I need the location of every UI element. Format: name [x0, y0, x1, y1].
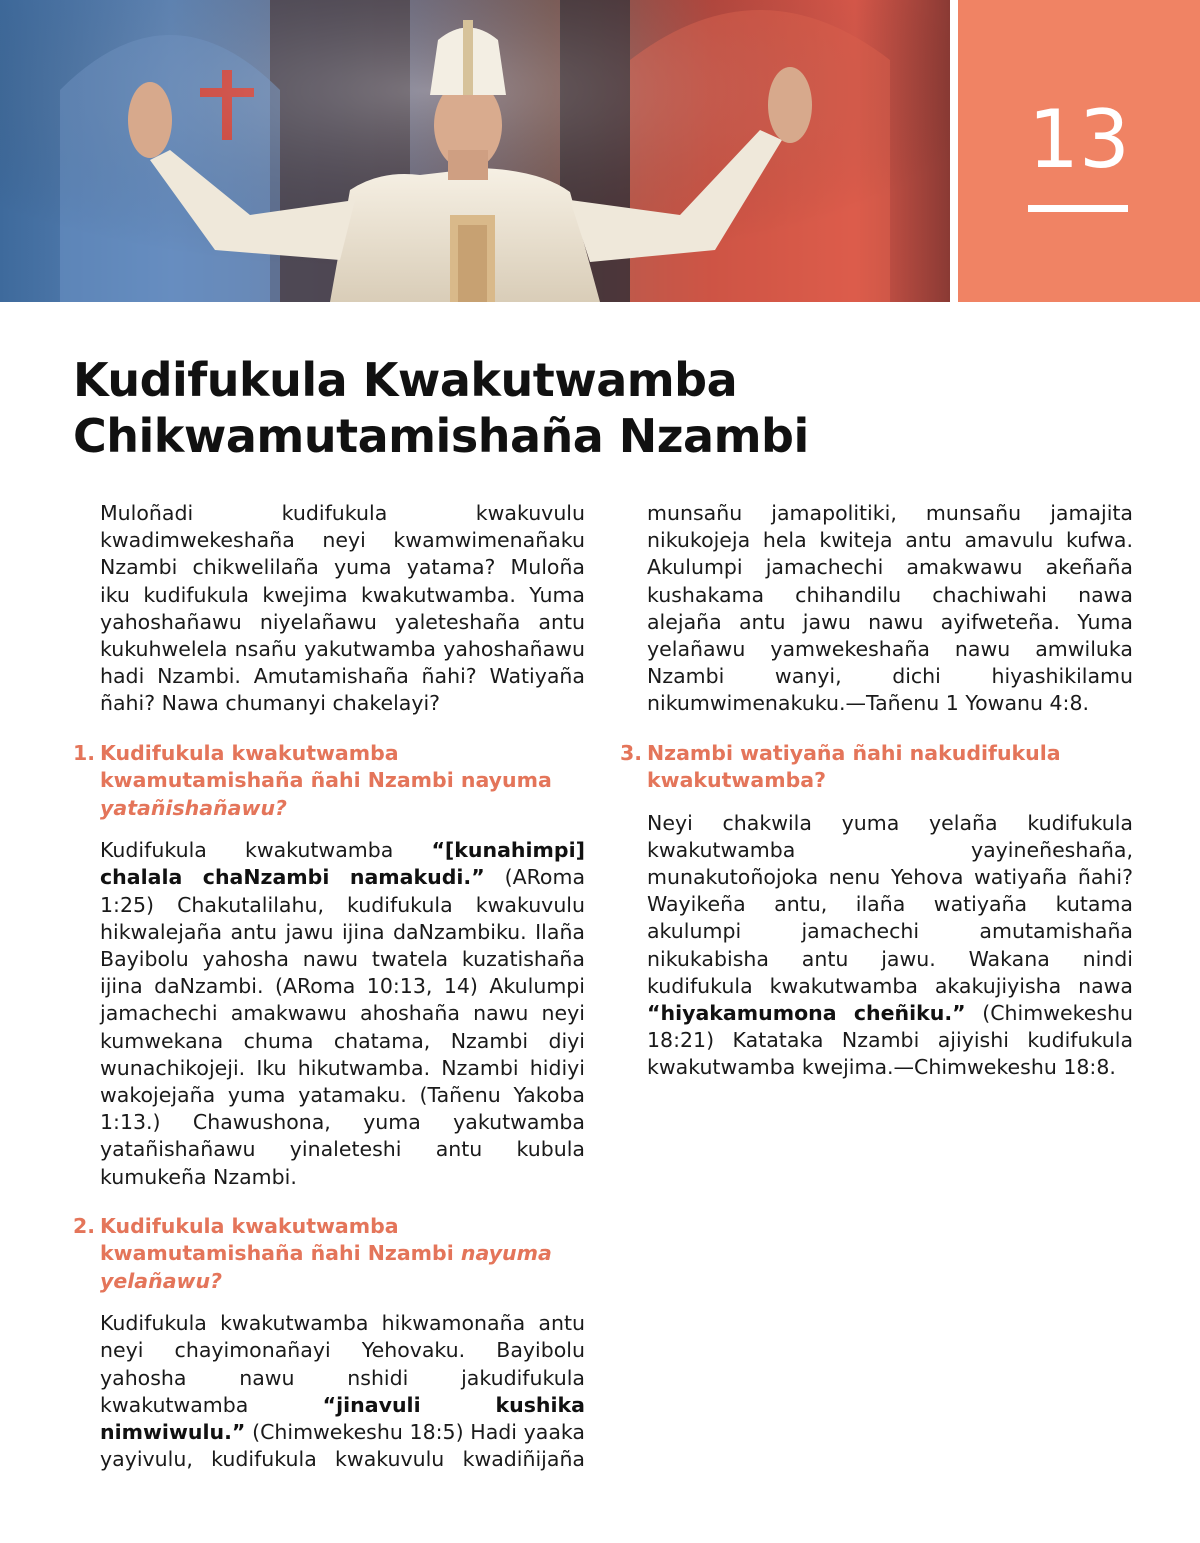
- question-1: [73, 740, 585, 823]
- question-2-emphasis: nayuma yelañawu?: [100, 1241, 552, 1293]
- question-2-number: 2.: [73, 1213, 96, 1238]
- page-title: [73, 352, 1133, 464]
- question-1-emphasis: yatañishañawu?: [100, 795, 287, 820]
- question-1-main: Kudifukula kwakutwamba kwamutamishaña ñahi Nzambi nayuma: [100, 740, 552, 793]
- answer-1-paragraph: [100, 837, 585, 1191]
- intro-paragraph: Muloñadi kudifukula kwakuvulu kwadimwekeshaña neyi kwamwimenañaku Nzambi chikwelilaña yuma yatama? Muloña iku kudifukula kwejima kwakutwamba. Yuma yahoshañawu niyelañawu yaleteshaña antu kukuhwelela nsañu yakutwamba yahoshañawu hadi Nzambi. Amutamishaña ñahi? Watiyaña ñahi? Nawa chumanyi chakelayi?: [100, 501, 585, 716]
- answer-3-quote: “hiyakamumona cheñiku.”: [647, 1001, 966, 1026]
- question-1-number: 1.: [73, 740, 96, 765]
- answer-2-quote: “jinavuli kushika nimwiwulu.”: [100, 1392, 585, 1445]
- answer-1-part2: (ARoma 1:25) Chakutalilahu, kudifukula kwakuvulu hikwalejaña antu jawu ijina daNzambiku. Ilaña Bayibolu yahosha nawu twatela kuzatishaña ijina daNzambi. (ARoma 10:13, 14) Akulumpi jamachechi amakwawu ahoshaña nawu neyi kumwekana chuma chatama, Nzambi diyi wunachikojeji. Iku hikutwamba. Nzambi hidiyi wakojejaña yuma yatamaku. (Tañenu Yakoba 1:13.) Chawushona, yuma yakutwamba yatañishañawu yinaleteshi antu kubula kumukeña Nzambi.: [100, 865, 586, 1189]
- question-3-number: 3.: [620, 740, 643, 765]
- chapter-underline: [1028, 205, 1128, 212]
- chapter-badge: [958, 0, 1200, 302]
- chapter-number: 13: [1028, 93, 1130, 186]
- page-title-line1: Kudifukula Kwakutwamba: [73, 353, 738, 407]
- question-3-text: Nzambi watiyaña ñahi nakudifukula kwakutwamba?: [647, 740, 1061, 793]
- right-column: [620, 500, 1133, 1082]
- answer-3-part2: (Chimwekeshu 18:21) Katataka Nzambi ajiyishi kudifukula kwakutwamba kwejima.—Chimwekeshu 18:8.: [647, 1001, 1133, 1080]
- answer-3-part1: Neyi chakwila yuma yelaña kudifukula kwakutwamba yayineñeshaña, munakutoñojoka nenu Yehova watiyaña ñahi? Wayikeña antu, ilaña watiyaña kutama akulumpi jamachechi amutamishaña nikukabisha antu jawu. Wakana nindi kudifukula kwakutwamba akakujiyisha nawa: [647, 810, 1133, 998]
- question-1-text: [100, 740, 585, 823]
- page-title-line2: Chikwamutamishaña Nzambi: [73, 409, 809, 463]
- clergyman-raised-arms-photo: [0, 0, 950, 302]
- answer-2-part2: (Chimwekeshu 18:5) Hadi yaaka yayivulu, kudifukula kwakuvulu kwadiñijaña: [100, 1420, 585, 1472]
- answer-1-quote: “[kunahimpi] chalala chaNzambi namakudi.”: [100, 838, 585, 890]
- answer-2-continued: munsañu jamapolitiki, munsañu jamajita nikukojeja hela kwiteja antu amavulu kufwa. Akulumpi jamachechi amakwawu akeñaña kushakama chihandilu chachiwahi nawa alejaña antu jawu nawu ayifweteña. Yuma yelañawu yamwekeshaña nawu amwiluka Nzambi wanyi, dichi hiyashikilamu nikumwimenakuku.—Tañenu 1 Yowanu 4:8.: [647, 501, 1133, 716]
- answer-3-paragraph: [647, 810, 1133, 1082]
- question-2-text: [100, 1213, 585, 1296]
- question-2: [73, 1213, 585, 1296]
- answer-2-part1: Kudifukula kwakutwamba hikwamonaña antu neyi chayimonañayi Yehovaku. Bayibolu yahosha nawu nshidi jakudifukula kwakutwamba: [100, 1311, 585, 1417]
- answer-2-paragraph: [100, 1310, 585, 1473]
- question-2-main: Kudifukula kwakutwamba kwamutamishaña ñahi Nzambi: [100, 1213, 461, 1266]
- answer-1-part1: Kudifukula kwakutwamba: [100, 838, 432, 863]
- left-column: [73, 500, 585, 1473]
- header-photo: [0, 0, 950, 302]
- question-3: [620, 740, 1133, 795]
